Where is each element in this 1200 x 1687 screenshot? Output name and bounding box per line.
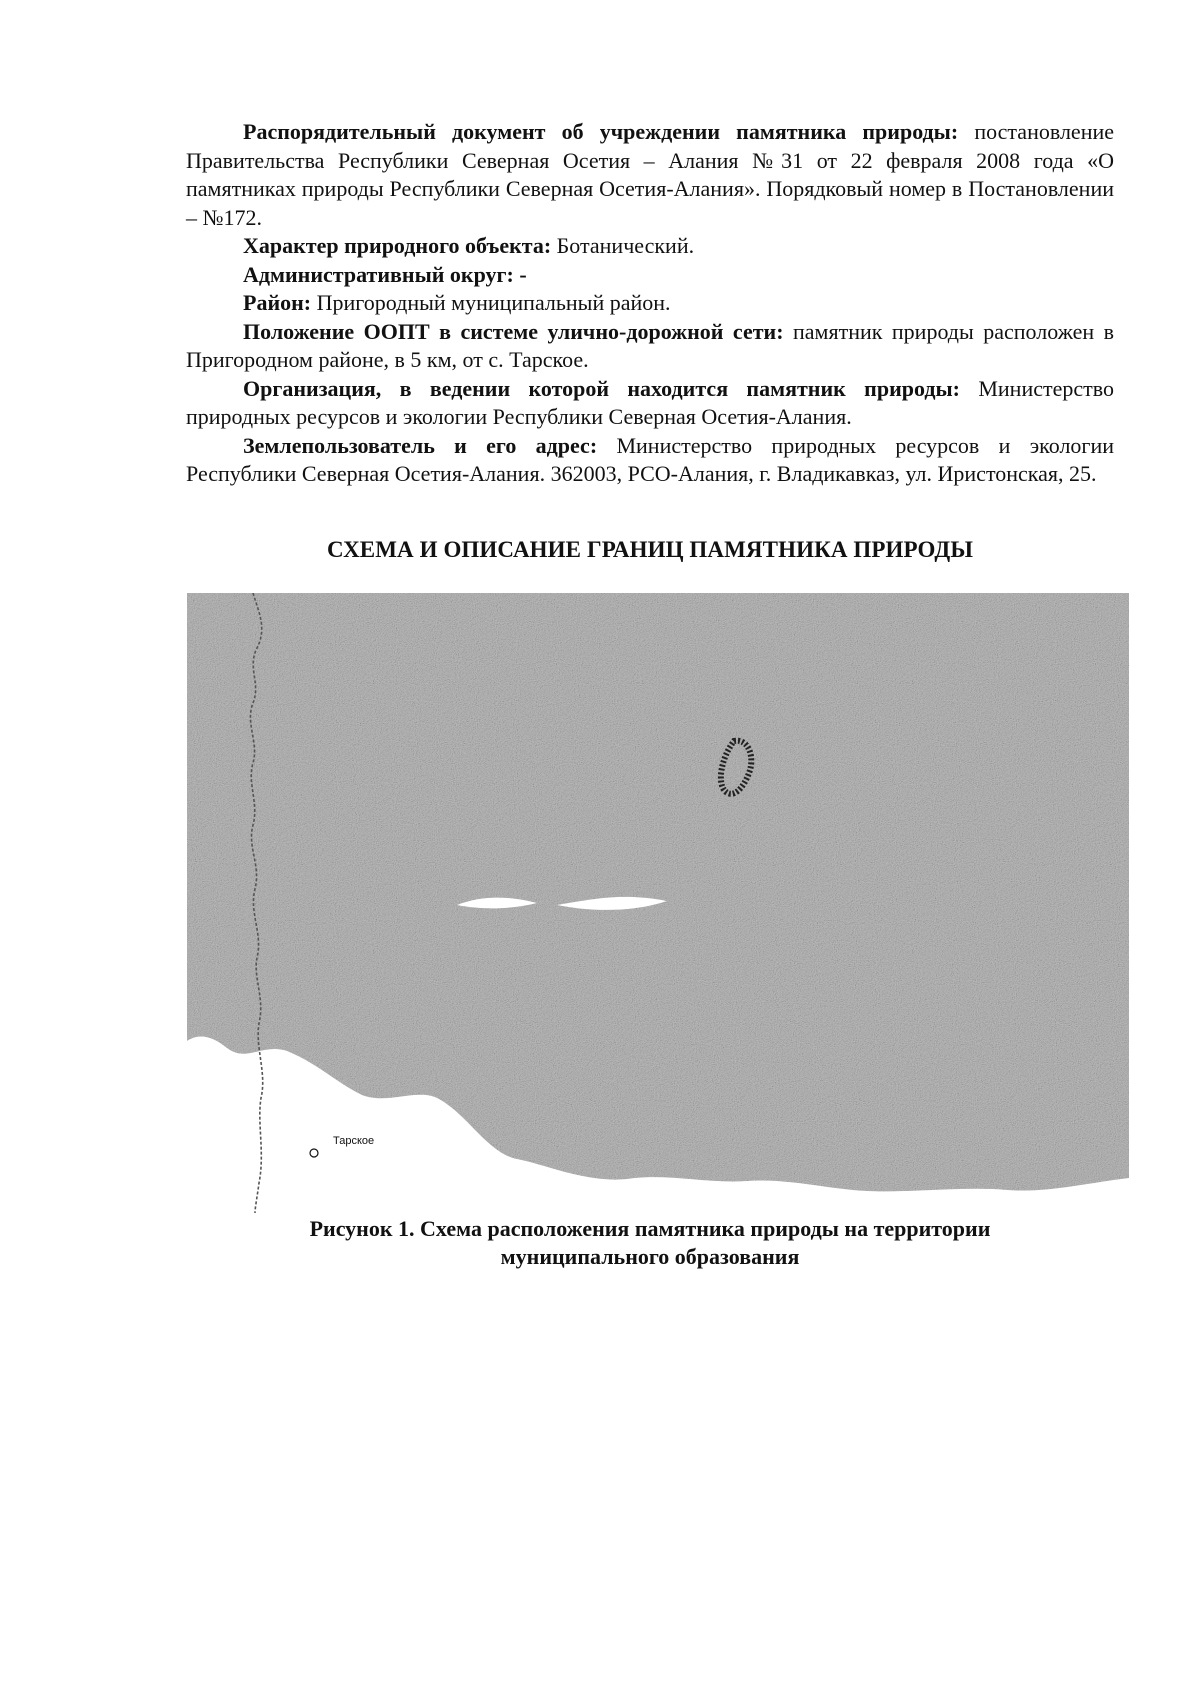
land-user-paragraph <box>186 432 1114 489</box>
document-body <box>186 118 1114 489</box>
object-type-text: Ботанический. <box>551 233 695 258</box>
location-map <box>187 593 1129 1213</box>
region-paragraph <box>186 289 1114 318</box>
land-user-text: Министерство природных ресурсов и экологии Республики Северная Осетия-Алания. 362003, РСО-Алания, г. Владикавказ, ул. Иристонская, 25. <box>186 432 1114 486</box>
admin-district-paragraph <box>186 261 1114 290</box>
organization-label: Организация, в ведении которой находится памятник природы: <box>243 375 960 401</box>
admin-district-label: Административный округ: - <box>243 261 527 287</box>
region-text: Пригородный муниципальный район. <box>311 290 671 315</box>
village-marker-icon <box>310 1149 318 1157</box>
location-text: памятник природы расположен в Пригородном районе, в 5 км, от с. Тарское. <box>186 318 1114 372</box>
caption-line-1: Рисунок 1. Схема расположения памятника природы на территории <box>309 1216 991 1241</box>
order-document-text: постановление Правительства Республики Северная Осетия – Алания №31 от 22 февраля 2008 года «О памятниках природы Республики Северная Осетия-Алания». Порядковый номер в Постановлении – №172. <box>186 119 1115 230</box>
village-label: Тарское <box>333 1135 375 1147</box>
organization-text: Министерство природных ресурсов и экологии Республики Северная Осетия-Алания. <box>186 375 1114 429</box>
organization-paragraph <box>186 375 1114 432</box>
location-paragraph <box>186 318 1114 375</box>
caption-line-2: муниципального образования <box>500 1244 800 1269</box>
section-title: СХЕМА И ОПИСАНИЕ ГРАНИЦ ПАМЯТНИКА ПРИРОДЫ <box>326 537 974 562</box>
location-label: Положение ООПТ в системе улично-дорожной сети: <box>243 318 784 344</box>
region-label: Район: <box>243 290 312 315</box>
object-type-label: Характер природного объекта: <box>243 233 552 258</box>
object-type-paragraph <box>186 232 1114 261</box>
figure-caption <box>186 1215 1114 1271</box>
order-document-label: Распорядительный документ об учреждении памятника природы: <box>243 119 959 144</box>
map-graphic <box>187 593 1129 1213</box>
land-user-label: Землепользователь и его адрес: <box>243 432 598 458</box>
terrain-area <box>187 593 1129 1213</box>
order-document-paragraph <box>186 118 1114 232</box>
